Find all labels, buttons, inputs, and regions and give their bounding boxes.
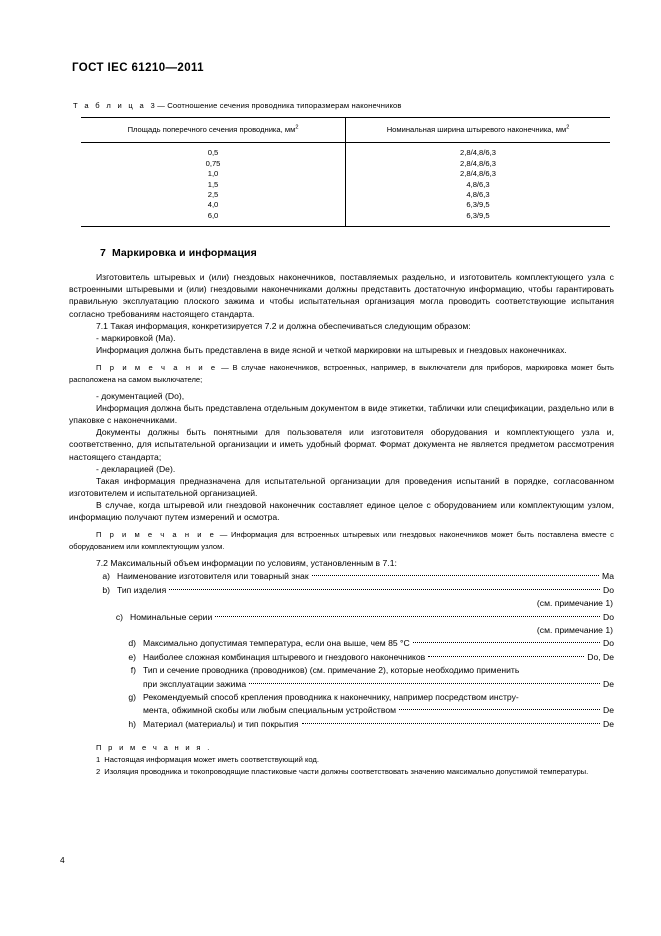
page-number: 4 [60,855,65,865]
table-caption-title: Соотношение сечения проводника типоразмерам наконечников [167,101,402,110]
section-heading [69,227,614,259]
table-header-cell-conductor-area: Площадь поперечного сечения проводника, $мм^2$ [81,118,346,143]
paragraph-declaration-detail: Такая информация предназначена для испытательной организации для проведения испытаний в порядке, согласованном изготовителем и испытательной организацией. [69,475,614,498]
note-dash: — [219,530,228,540]
notes-heading: П р и м е ч а н и я . [96,743,212,753]
list-item [69,691,614,704]
table-row [81,200,610,210]
table-caption-label: Т а б л и ц а [73,101,147,110]
list-item-marker: f) [130,665,136,676]
section-title: Маркировка и информация [111,247,257,260]
bullet-documentation: - документацией (Do), [96,391,185,402]
cell-tab-width: 2,8/4,8/6,3 [460,169,496,179]
dot-leader [302,718,600,727]
table-row [81,159,610,169]
note-text: В случае наконечников, встроенных, например, в выключатели для приборов, маркировка может быть расположена на самом выключателе; [69,362,614,384]
conductor-size-table [81,117,610,227]
section-number: 7 [100,247,106,260]
list-item-code: Do [603,611,614,622]
cell-conductor-area: 4,0 [81,200,346,210]
document-header: ГОСТ IEC 61210—2011 [72,62,204,74]
list-item-marker: d) [128,638,136,649]
list-item-text: Максимально допустимая температура, если она выше, чем 85 °С [143,638,410,649]
superscript-two: 2 [295,124,299,131]
cell-tab-width: 6,3/9,5 [466,200,490,210]
bullet-declaration: - декларацией (De). [96,463,176,474]
dot-leader [399,704,600,713]
note-item-text: Изоляция проводника и токопроводящие пластиковые части должны соответствовать значению максимально допустимой температуры. [104,767,589,777]
list-item-continuation [69,704,614,717]
list-item [69,651,614,664]
note-builtin-terminations [69,356,614,390]
body-text [69,259,614,778]
dot-leader [312,570,599,579]
paragraph-documentation-detail: Информация должна быть представлена отдельным документом в виде этикетки, таблички или спецификации, раздельно или в упаковке с наконечниками. [69,403,614,426]
table-header-cell-tab-width: Номинальная ширина штыревого наконечника, $мм^2$ [346,118,611,143]
dot-leader [413,637,600,646]
cell-conductor-area: 2,5 [81,190,346,200]
note-label: П р и м е ч а н и е [96,530,217,540]
page-content [69,0,614,779]
note-dash: — [221,362,229,372]
list-item-marker: g) [128,692,136,703]
table-head [81,118,610,143]
list-item-note-ref: (см. примечание 1) [536,625,613,636]
notes-block [69,731,614,778]
list-item [69,584,614,597]
superscript-two: 2 [566,124,570,131]
list-item-marker: e) [128,651,136,662]
list-item-text: Материал (материалы) и тип покрытия [143,718,299,729]
paragraph-intro: Изготовитель штыревых и (или) гнездовых наконечников, поставляемых раздельно, и изготовитель комплектующего узла с встроенными штыревыми и (или) гнездовыми наконечниками должны представить достаточную информацию, чтобы гарантировать правильную эксплуатацию плоского зажима и чтобы испытательная организация могла проводить соответствующие испытания согласно требованиям настоящего стандарта. [69,272,614,319]
list-item [69,570,614,583]
information-items-list [69,569,614,731]
table-caption [69,101,614,110]
paragraph-marking-detail: Информация должна быть представлена в виде ясной и четкой маркировки на штыревых и гнездовых наконечниках. [96,344,567,355]
note-text: Информация для встроенных штыревых или гнездовых наконечников может быть поставлена вместе с оборудованием или комплектующим узлом. [69,530,614,551]
list-item-text: Тип изделия [117,584,167,595]
cell-tab-width: 4,8/6,3 [466,190,490,200]
list-item-marker: a) [102,571,110,582]
table-row [81,180,610,190]
cell-conductor-area: 6,0 [81,211,346,227]
list-item-text: мента, обжимной скобы или любым специальным устройством [143,705,397,716]
table-row [81,169,610,179]
dot-leader [522,691,611,700]
paragraph-7-2: 7.2 Максимальный объем информации по условиям, установленным в 7.1: [96,558,397,569]
note-item-number: 1 [96,755,101,765]
dot-leader [249,678,600,687]
cell-conductor-area: 0,75 [81,159,346,169]
list-item-text: Наименование изготовителя или товарный знак [117,571,309,582]
list-item-marker: b) [102,584,110,595]
cell-conductor-area: 0,5 [81,143,346,159]
dot-leader [522,664,611,673]
list-item [69,611,614,624]
table-row [81,190,610,200]
list-item-code: Do, De [587,651,614,662]
list-item-text: Рекомендуемый способ крепления проводника к наконечнику, например посредством инстру- [143,692,519,703]
list-item-code: Do [603,584,614,595]
list-item-text: Тип и сечение проводника (проводников) (см. примечание 2), которые необходимо применить [143,665,520,676]
list-item-note-ref: (см. примечание 1) [536,598,613,609]
table-row [81,211,610,227]
table-header-row [81,118,610,143]
note-label: П р и м е ч а н и е [96,362,218,372]
list-item-marker: c) [115,611,123,622]
table-caption-dash: — [157,101,165,110]
note-item-text: Настоящая информация может иметь соответствующий код. [104,755,319,765]
note-item [69,766,614,778]
table-caption-number: 3 [150,101,155,110]
note-builtin-supply [69,523,614,557]
dot-leader [215,611,600,620]
list-item-code: De [603,705,614,716]
list-item-code: Do [603,638,614,649]
paragraph-documents-format: Документы должны быть понятными для пользователя или изготовителя оборудования и комплектующего узла и, соответственно, для испытательной организации и иметь удобный формат. Формат документа не является предметом рассмотрения настоящего стандарта; [69,427,614,462]
list-item [69,718,614,731]
list-item-continuation [69,678,614,691]
list-item-text: при эксплуатации зажима [143,678,247,689]
dot-leader [169,584,600,593]
cell-conductor-area: 1,0 [81,169,346,179]
cell-tab-width: 2,8/4,8/6,3 [460,158,496,168]
list-item-code: De [603,718,614,729]
list-item-code: Ма [601,571,614,582]
table-body [81,143,610,227]
note-item [69,754,614,766]
table-row [81,143,610,159]
dot-leader [428,651,584,660]
list-item-marker: h) [128,718,136,729]
cell-tab-width: 2,8/4,8/6,3 [460,148,496,158]
paragraph-7-1: 7.1 Такая информация, конкретизируется 7.2 и должна обеспечиваться следующим образом: [96,320,471,331]
list-item [69,637,614,650]
note-item-number: 2 [96,767,101,777]
list-item [69,664,614,677]
bullet-marking: - маркировкой (Ма). [96,332,176,343]
cell-conductor-area: 1,5 [81,180,346,190]
paragraph-integral-assembly: В случае, когда штыревой или гнездовой наконечник составляет единое целое с оборудованием или комплектующим узлом, информацию получают путем измерений и осмотра. [69,499,614,523]
list-item-code: De [603,678,614,689]
list-item-text: Номинальные серии [130,611,213,622]
list-item-text: Наиболее сложная комбинация штыревого и гнездового наконечников [143,651,426,662]
cell-tab-width: 6,3/9,5 [466,210,490,220]
cell-tab-width: 4,8/6,3 [466,179,490,189]
